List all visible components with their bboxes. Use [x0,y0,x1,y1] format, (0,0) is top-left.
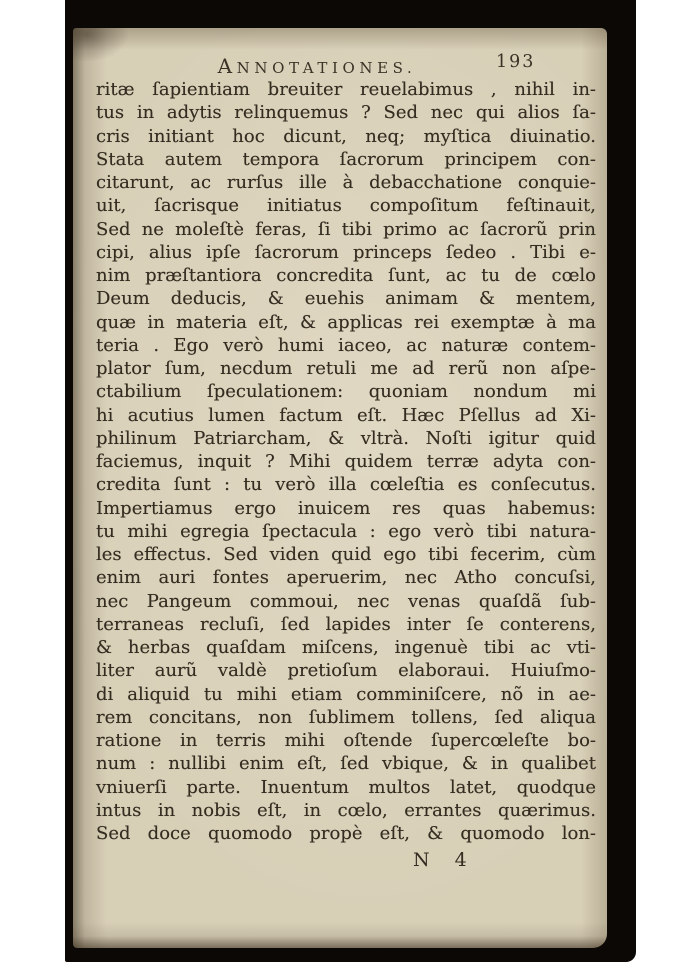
signature-letter: N [413,849,431,872]
text-line: tu mihi egregia ſpectacula : ego verò tibi natura- [96,520,596,542]
text-line: nec Pangeum commoui, nec venas quaſdã ſub- [96,590,596,612]
text-line: num : nullibi enim eſt, ſed vbique, & in qualibet [96,753,596,775]
text-line: & herbas quaſdam miſcens, ingenuè tibi ac vti- [96,637,596,658]
text-line: ratione in terris mihi oſtende ſupercœleſte bo- [96,730,596,751]
signature-number: 4 [454,849,468,872]
text-line: plator ſum, necdum retuli me ad rerũ non aſpe- [96,358,596,379]
text-line: vniuerſi parte. Inuentum multos latet, quodque [96,776,596,798]
body-text [96,78,596,873]
text-line: terraneas recluſi, ſed lapides inter ſe conterens, [96,613,596,635]
text-line: les effectus. Sed viden quid ego tibi fecerim, cùm [96,544,596,565]
text-line: uit, ſacrisque initiatus compoſitum feſtinauit, [96,195,596,217]
text-line: hi acutius lumen factum eſt. Hæc Pſellus ad Xi- [96,404,596,426]
text-line: quæ in materia eſt, & applicas rei exemptæ à ma [96,311,596,333]
text-line: intus in nobis eſt, in cœlo, errantes quærimus. [96,799,596,821]
text-line: Sed doce quomodo propè eſt, & quomodo lon- [96,823,596,844]
text-line: liter aurũ valdè pretioſum elaboraui. Huiuſmo- [96,660,596,682]
text-line: ritæ ſapientiam breuiter reuelabimus , nihil in- [96,79,596,100]
text-line: nim præſtantiora concredita ſunt, ac tu de cœlo [96,265,596,286]
text-line: faciemus, inquit ? Mihi quidem terræ adyta con- [96,451,596,472]
text-line: enim auri fontes aperuerim, nec Atho concuſsi, [96,567,596,589]
signature-mark [96,849,596,872]
text-line: Deum deducis, & euehis animam & mentem, [96,288,596,310]
text-line: teria . Ego verò humi iaceo, ac naturæ contem- [96,334,596,356]
page-header [96,50,596,78]
text-line: ctabilium ſpeculationem: quoniam nondum mi [96,381,596,403]
scan-black-backdrop [65,0,636,962]
text-line: credita ſunt : tu verò illa cœleſtia es conſecutus. [96,474,596,496]
book-page [73,28,607,948]
text-line: citarunt, ac rurſus ille à debacchatione conquie- [96,172,596,193]
text-line: rem concitans, non ſublimem tollens, ſed aliqua [96,706,596,728]
text-line: cipi, alius ipſe ſacrorum princeps ſedeo . Tibi e- [96,241,596,263]
text-line: tus in adytis relinquemus ? Sed nec qui alios ſa- [96,102,596,124]
text-line: philinum Patriarcham, & vltrà. Noſti igitur quid [96,427,596,449]
text-line: Impertiamus ergo inuicem res quas habemus: [96,497,596,519]
text-line: Stata autem tempora ſacrorum principem con- [96,148,596,170]
text-line: di aliquid tu mihi etiam comminiſcere, nõ in ae- [96,683,596,705]
page-number: 193 [496,52,536,72]
text-line: Sed ne moleſtè feras, ſi tibi primo ac ſacrorũ prin [96,218,596,240]
running-title: ANNOTATIONES. [217,54,417,78]
text-line: cris initiant hoc dicunt, neq; myſtica diuinatio. [96,125,596,147]
